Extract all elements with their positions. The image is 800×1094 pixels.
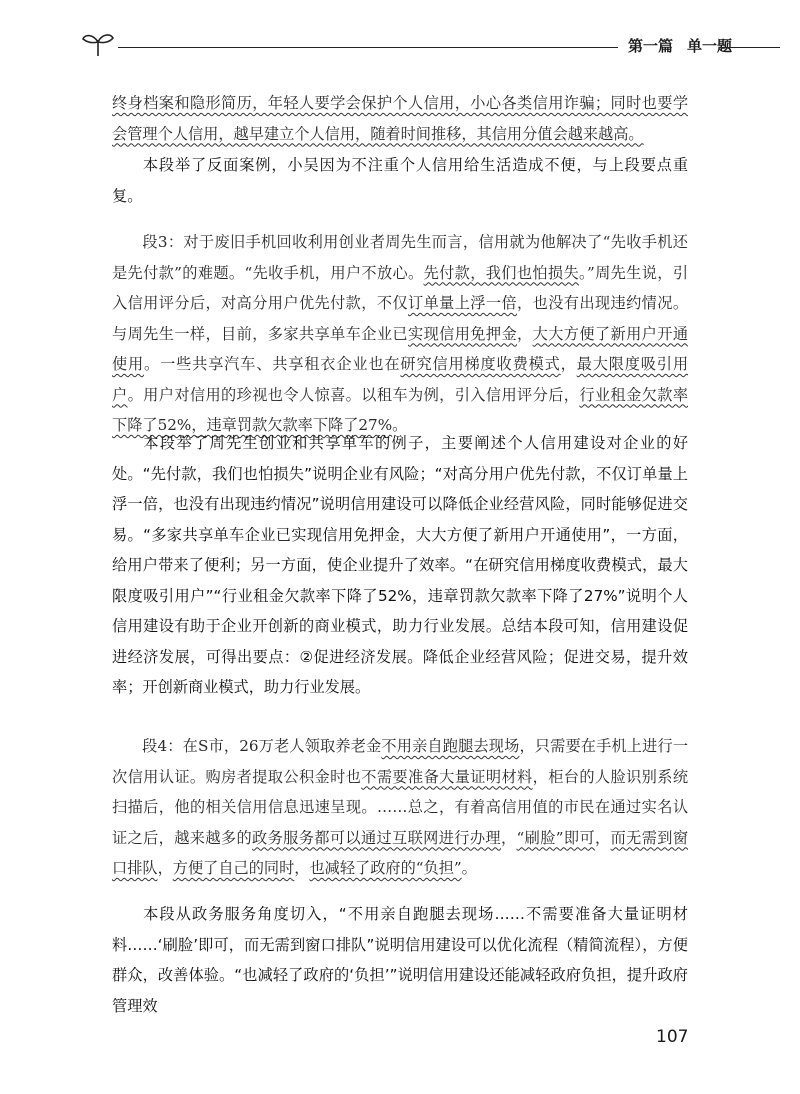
underlined-key-phrase: 订单量上浮一倍 <box>407 294 518 312</box>
text-segment: 。一些共享汽车、共享租衣企业也在 <box>144 355 401 373</box>
text-segment: ， <box>157 859 173 877</box>
text-segment: ， <box>294 859 310 877</box>
text-segment: 段4：在S市，26万老人领取养老金 <box>142 737 382 755</box>
paragraph-original-3 <box>112 731 688 884</box>
text-segment: 本段举了周先生创业和共享单车的例子，主要阐述个人信用建设对企业的好处。“先付款，我们也怕损失”说明企业有风险；“对高分用户优先付款，不仅订单量上浮一倍，也没有出现违约情况”说明信用建设可以降低企业经营风险，同时能够促进交易。“多家共享单车企业已实现信用免押金，大大方便了新用户开通使用”，一方面，给用户带来了便利；另一方面，使企业提升了效率。“在研究信用梯度收费模式，最大限度吸引用户”“行业租金欠款率下降了52%，违章罚款欠款率下降了27%”说明个人信用建设有助于企业开创新的商业模式，助力行业发展。总结本段可知，信用建设促进经济发展，可得出要点：②促进经济发展。降低企业经营风险；促进交易，提升效率；开创新商业模式，助力行业发展。 <box>112 434 688 696</box>
paragraph-commentary-2 <box>112 428 688 703</box>
header-part: 第一篇 <box>628 37 674 55</box>
running-header <box>80 30 780 60</box>
text-segment: 。 <box>392 416 408 434</box>
text-segment: ， <box>595 828 611 847</box>
underlined-key-phrase: 而无需到窗口排队 <box>112 828 689 877</box>
underlined-key-phrase: 研究信用梯度收费模式 <box>400 355 561 373</box>
text-segment: ，也没有出现违约情况。与周先生一样，目前，多家共享单车企业已 <box>112 294 688 343</box>
text-segment: ， <box>500 828 517 847</box>
underlined-key-phrase: 实现信用免押金 <box>407 324 518 343</box>
text-segment: 本段从政务服务角度切入，“不用亲自跑腿去现场……不需要准备大量证明材料……‘刷脸’即可，而无需到窗口排队”说明信用建设可以优化流程（精简流程），方便群众，改善体验。“也减轻了政府的‘负担’”说明信用建设还能减轻政府负担，提升政府管理效 <box>112 905 688 1015</box>
header-rule-right <box>720 47 780 48</box>
header-title <box>628 35 746 56</box>
underlined-key-phrase: 政务服务都可以通过互联网进行办理 <box>252 828 501 847</box>
underlined-key-phrase: 也减轻了政府的“负担” <box>309 859 462 877</box>
page-number: 107 <box>656 1027 689 1047</box>
text-segment: 本段举了反面案例，小吴因为不注重个人信用给生活造成不便，与上段要点重复。 <box>112 156 688 205</box>
paragraph-original-2 <box>112 227 688 441</box>
text-segment: 。 <box>461 859 477 877</box>
underlined-key-phrase: 大大方便了新用户开通使用 <box>112 324 688 373</box>
underlined-key-phrase: 行业租金欠款率下降了52%，违章罚款欠款率下降了27% <box>112 385 688 434</box>
header-rule-left <box>118 47 618 48</box>
underlined-key-phrase: “刷脸”即可 <box>516 828 596 847</box>
text-segment: 。用户对信用的珍视也令人惊喜。以租车为例，引入信用评分后， <box>127 385 580 404</box>
underlined-key-phrase: 不需要准备大量证明材料 <box>361 767 533 786</box>
underlined-key-phrase: 方便了自己的同时 <box>172 859 295 877</box>
paragraph-original-1 <box>112 88 688 149</box>
header-topic: 单一题 <box>687 37 733 55</box>
sprout-icon <box>80 30 116 58</box>
text-segment: ，柜台的人脸识别系统扫描后，他的相关信用信息迅速呈现。……总之，有着高信用值的市民在通过实名认证之后，越来越多的 <box>112 767 688 847</box>
underlined-key-phrase: 先付款，我们也怕损失 <box>423 263 580 282</box>
paragraph-commentary-3 <box>112 899 688 1021</box>
underlined-key-phrase: 最大限度吸引用户 <box>112 355 689 404</box>
text-segment: 段3：对于废旧手机回收利用创业者周先生而言，信用就为他解决了“先收手机还是先付款”的难题。“先收手机，用户不放心。 <box>112 233 688 282</box>
text-segment: 。”周先生说，引入信用评分后，对高分用户优先付款，不仅 <box>112 263 689 312</box>
paragraph-commentary-1 <box>112 150 688 211</box>
text-segment: ， <box>517 324 533 343</box>
text-segment: ，只需要在手机上进行一次信用认证。购房者提取公积金时也 <box>112 737 689 786</box>
underlined-key-phrase: 不用亲自跑腿去现场 <box>381 737 520 755</box>
text-segment: ， <box>560 355 577 373</box>
underlined-key-phrase: 终身档案和隐形简历，年轻人要学会保护个人信用，小心各类信用诈骗；同时也要学会管理个人信用，越早建立个人信用，随着时间推移，其信用分值会越来越高。 <box>112 94 688 143</box>
